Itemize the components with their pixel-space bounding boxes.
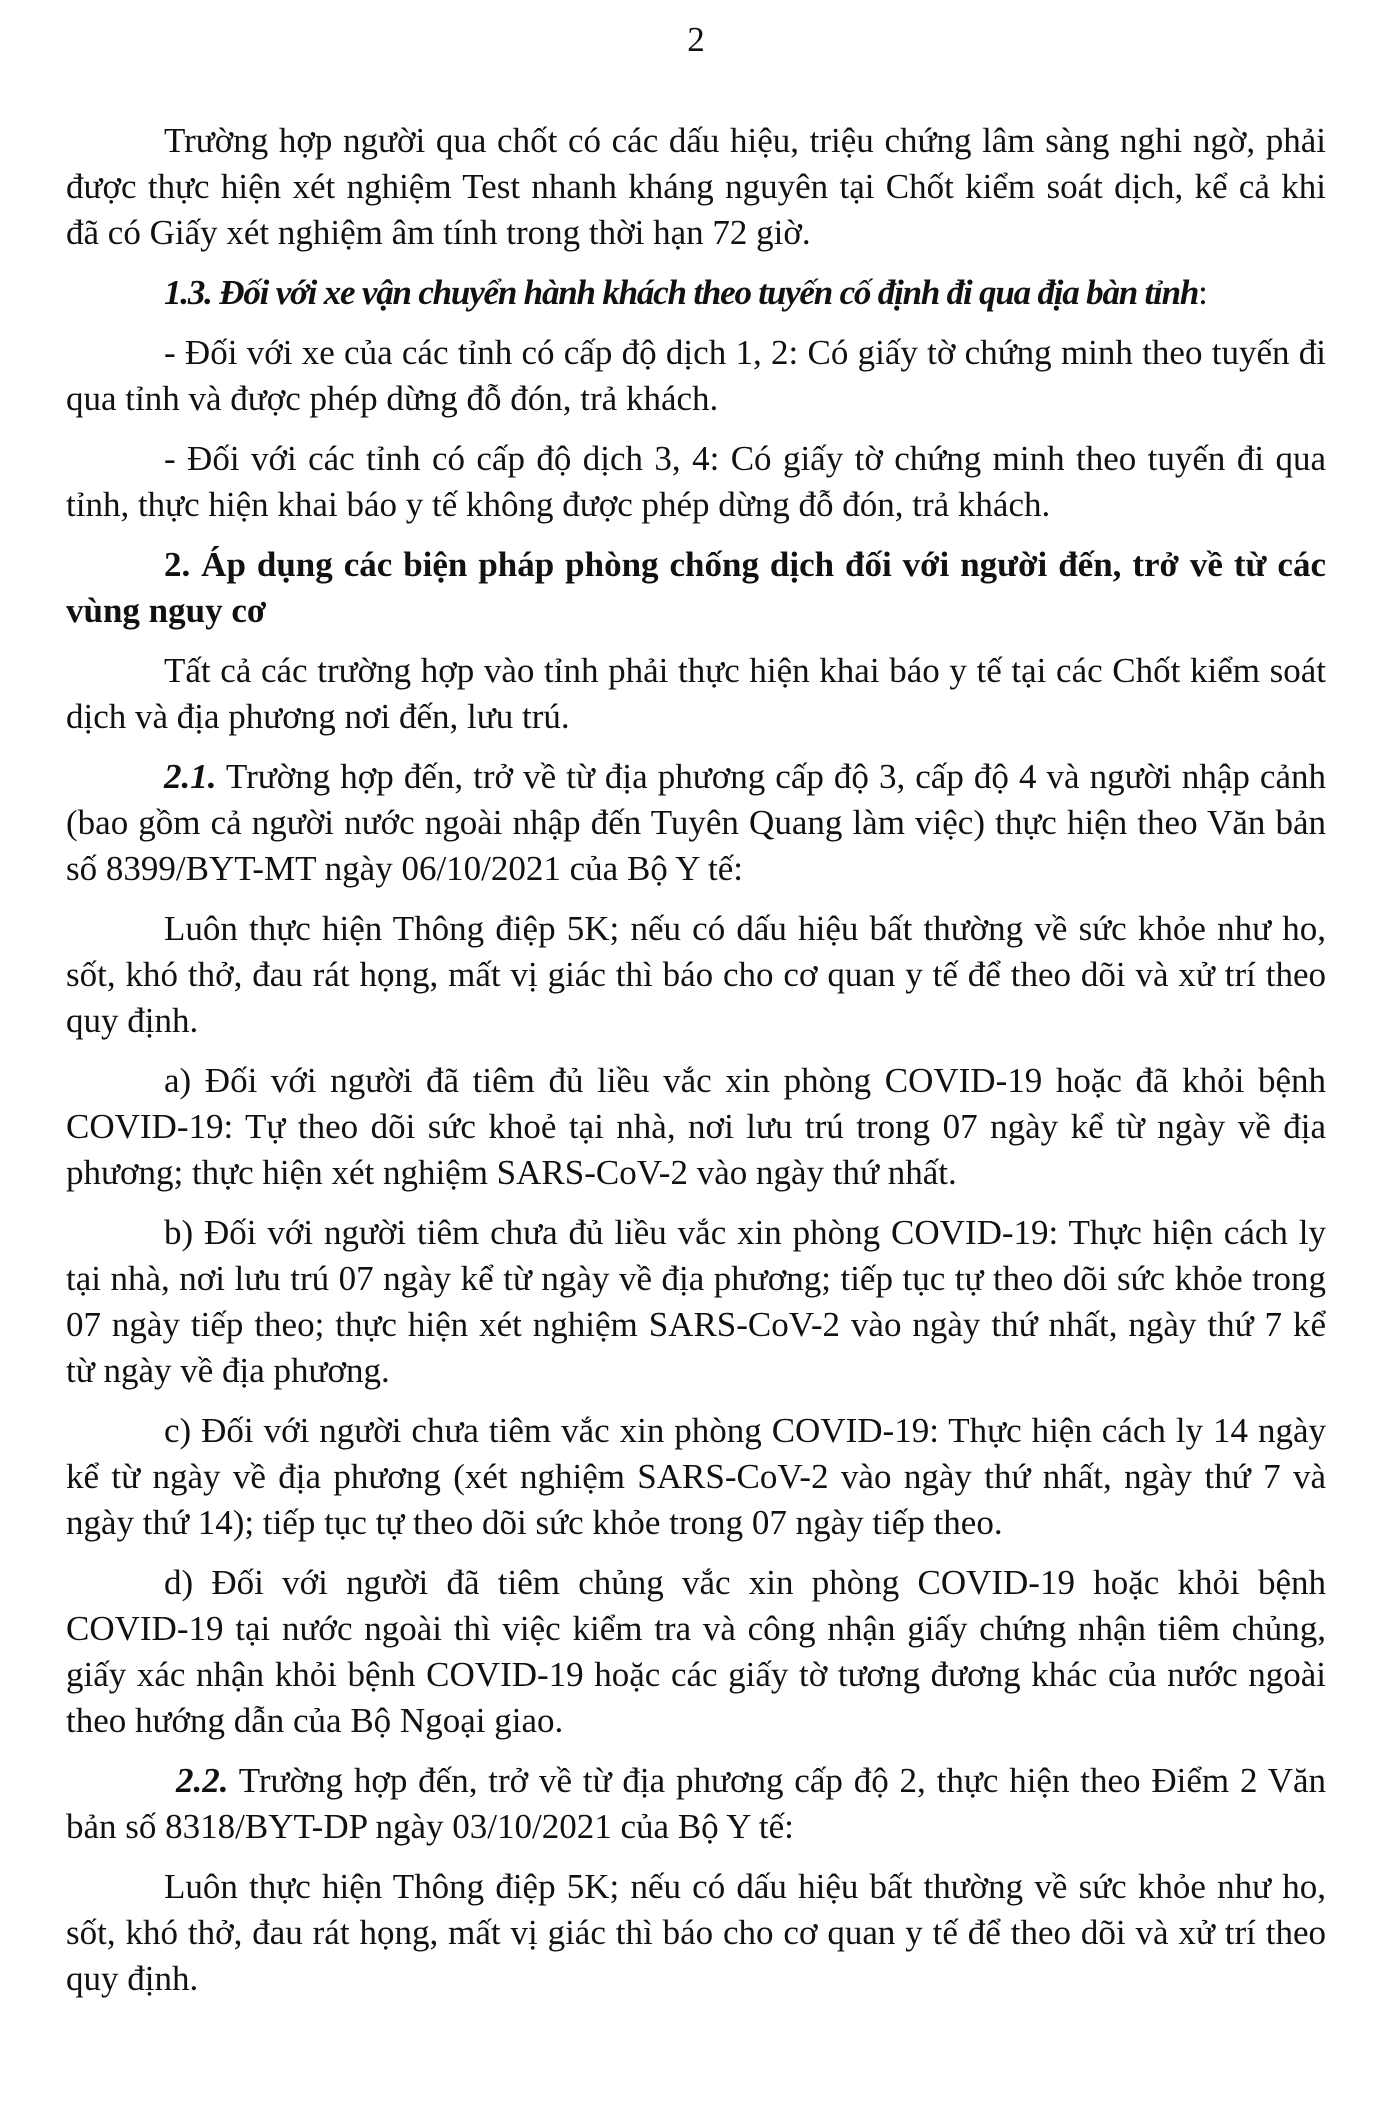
paragraph-item-c: c) Đối với người chưa tiêm vắc xin phòng COVID-19: Thực hiện cách ly 14 ngày kể từ ngày về địa phương (xét nghiệm SARS-CoV-2 vào ngày thứ nhất, ngày thứ 7 và ngày thứ 14); tiếp tục tự theo dõi sức khỏe trong 07 ngày tiếp theo.	[66, 1411, 1326, 1542]
paragraph-item-a: a) Đối với người đã tiêm đủ liều vắc xin phòng COVID-19 hoặc đã khỏi bệnh COVID-19: Tự theo dõi sức khoẻ tại nhà, nơi lưu trú trong 07 ngày kể từ ngày về địa phương; thực hiện xét nghiệm SARS-CoV-2 vào ngày thứ nhất.	[66, 1061, 1326, 1192]
paragraph-2-2	[66, 1758, 1326, 1850]
section-heading-1-3-colon: :	[1198, 273, 1208, 312]
paragraph-2-2-text: Trường hợp đến, trở về từ địa phương cấp độ 2, thực hiện theo Điểm 2 Văn bản số 8318/BYT-DP ngày 03/10/2021 của Bộ Y tế:	[66, 1761, 1326, 1846]
page-number: 2	[687, 20, 705, 59]
section-heading-1-3-text: 1.3. Đối với xe vận chuyển hành khách theo tuyến cố định đi qua địa bàn tỉnh	[164, 273, 1199, 312]
paragraph-level-1-2: - Đối với xe của các tỉnh có cấp độ dịch 1, 2: Có giấy tờ chứng minh theo tuyến đi qua tỉnh và được phép dừng đỗ đón, trả khách.	[66, 333, 1326, 418]
paragraph-all-cases: Tất cả các trường hợp vào tỉnh phải thực hiện khai báo y tế tại các Chốt kiểm soát dịch và địa phương nơi đến, lưu trú.	[66, 651, 1326, 736]
paragraph-item-b: b) Đối với người tiêm chưa đủ liều vắc xin phòng COVID-19: Thực hiện cách ly tại nhà, nơi lưu trú 07 ngày kể từ ngày về địa phương; tiếp tục tự theo dõi sức khỏe trong 07 ngày tiếp theo; thực hiện xét nghiệm SARS-CoV-2 vào ngày thứ nhất, ngày thứ 7 kể từ ngày về địa phương.	[66, 1213, 1326, 1390]
paragraph-2-1	[66, 754, 1326, 892]
section-number-2-1: 2.1.	[164, 757, 217, 796]
paragraph-5k-first: Luôn thực hiện Thông điệp 5K; nếu có dấu hiệu bất thường về sức khỏe như ho, sốt, khó thở, đau rát họng, mất vị giác thì báo cho cơ quan y tế để theo dõi và xử trí theo quy định.	[66, 909, 1326, 1040]
paragraph-item-d: d) Đối với người đã tiêm chủng vắc xin phòng COVID-19 hoặc khỏi bệnh COVID-19 tại nước ngoài thì việc kiểm tra và công nhận giấy chứng nhận tiêm chủng, giấy xác nhận khỏi bệnh COVID-19 hoặc các giấy tờ tương đương khác của nước ngoài theo hướng dẫn của Bộ Ngoại giao.	[66, 1563, 1326, 1740]
section-heading-2: 2. Áp dụng các biện pháp phòng chống dịch đối với người đến, trở về từ các vùng nguy cơ	[66, 545, 1326, 630]
section-heading-1-3	[66, 270, 1326, 316]
paragraph-5k-second: Luôn thực hiện Thông điệp 5K; nếu có dấu hiệu bất thường về sức khỏe như ho, sốt, khó thở, đau rát họng, mất vị giác thì báo cho cơ quan y tế để theo dõi và xử trí theo quy định.	[66, 1867, 1326, 1998]
paragraph-rapid-test: Trường hợp người qua chốt có các dấu hiệu, triệu chứng lâm sàng nghi ngờ, phải được thực hiện xét nghiệm Test nhanh kháng nguyên tại Chốt kiểm soát dịch, kể cả khi đã có Giấy xét nghiệm âm tính trong thời hạn 72 giờ.	[66, 121, 1326, 252]
section-number-2-2: 2.2.	[176, 1761, 229, 1800]
paragraph-2-1-text: Trường hợp đến, trở về từ địa phương cấp độ 3, cấp độ 4 và người nhập cảnh (bao gồm cả người nước ngoài nhập đến Tuyên Quang làm việc) thực hiện theo Văn bản số 8399/BYT-MT ngày 06/10/2021 của Bộ Y tế:	[66, 757, 1326, 888]
paragraph-level-3-4: - Đối với các tỉnh có cấp độ dịch 3, 4: Có giấy tờ chứng minh theo tuyến đi qua tỉnh, thực hiện khai báo y tế không được phép dừng đỗ đón, trả khách.	[66, 439, 1326, 524]
